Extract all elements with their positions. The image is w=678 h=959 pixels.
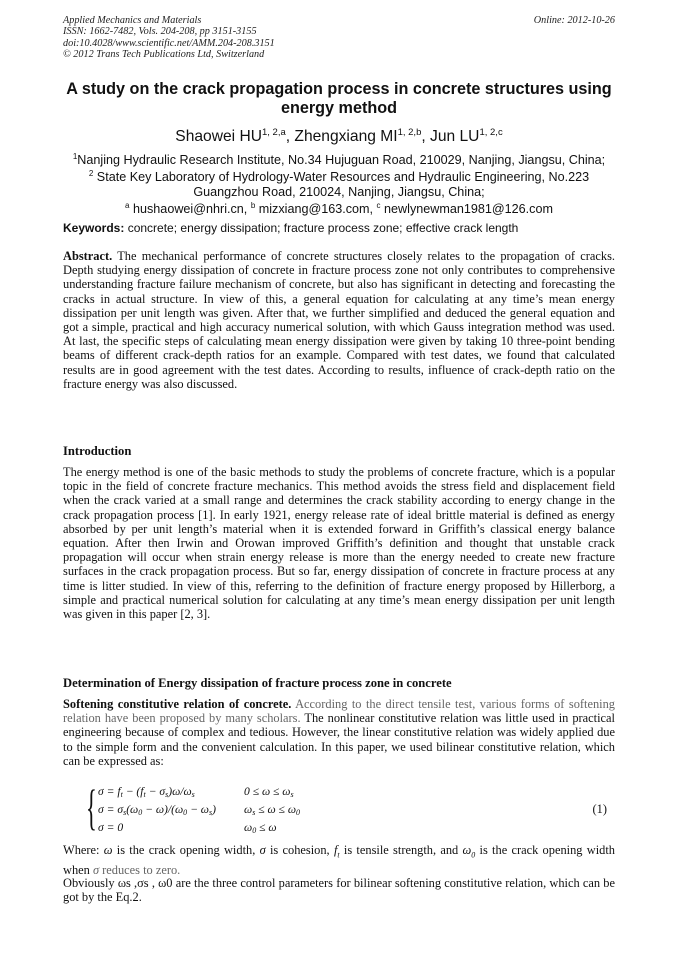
equation-row-3: σ = 0 xyxy=(98,821,124,834)
symbol-sub: 0 xyxy=(471,850,476,860)
email-link[interactable]: hushaowei@nhri.cn, xyxy=(133,202,248,217)
equation-1 xyxy=(86,779,615,836)
equation-row-2: $\sigma = \sigma_s(\omega_0 - \omega)/(\omega_0 - \omega_s)$ xyxy=(98,803,216,817)
where-text: is tensile strength, and xyxy=(339,843,463,857)
journal-name: Applied Mechanics and Materials xyxy=(63,15,202,26)
abstract-label: Abstract. xyxy=(63,249,113,263)
equation-number: (1) xyxy=(592,802,607,816)
section-paragraph xyxy=(63,697,615,768)
subsection-label: Softening constitutive relation of concrete. xyxy=(63,697,292,711)
subsection-gray-text: According to the direct tensile test, various forms of softening relation have been proposed by many scholars. xyxy=(63,697,615,726)
author-sup: 1, 2,c xyxy=(479,127,503,138)
author-name: Jun LU xyxy=(430,128,480,145)
keywords-label: Keywords: xyxy=(63,221,125,235)
equation-cond-3: $\omega_0 \le \omega$ xyxy=(244,821,277,835)
equation-row-1: $\sigma = f_t - (f_t - \sigma_s)\omega/\omega_s$ xyxy=(98,785,195,799)
affiliation-1 xyxy=(40,150,638,167)
title-line-2: energy method xyxy=(280,99,398,117)
left-brace: { xyxy=(86,779,97,835)
email-link[interactable]: newlynewman1981@126.com xyxy=(384,202,553,217)
email-sup: b xyxy=(250,201,256,211)
affil-text: Nanjing Hydraulic Research Institute, No.34 Hujuguan Road, 210029, Nanjing, Jiangsu, China; xyxy=(77,153,606,167)
symbol-sigma: σ xyxy=(259,843,266,857)
symbol-w: ω xyxy=(462,843,472,857)
issn-line: ISSN: 1662-7482, Vols. 204-208, pp 3151-3155 xyxy=(63,26,257,38)
intro-text: The energy method is one of the basic methods to study the problems of concrete fracture, which is a popular topic in the field of concrete fracture mechanics. This method avoids the stress field and displacement field when the crack varied at a small range and determines the crack stability according to energy change in the crack propagation process [1]. In early 1921, energy release rate of ideal brittle material is defined as energy absorbed by per unit length’s material when it is extended forward in Griffith’s classical energy balance equation. After then Irwin and Orowan improved Griffith’s definition and thought that unstable crack propagation will occur when strain energy release is more than the energy needed to create new fracture surfaces in the crack propagation process. But so far, energy dissipation of concrete in fracture process at any time is litter studied. In view of this, referring to the definition of fracture energy proposed by Hillerborg, a simple and practical numerical solution for calculating at any time’s mean energy dissipation per unit length was given in this paper [2, 3]. xyxy=(63,465,615,622)
keywords-text: concrete; energy dissipation; fracture process zone; effective crack length xyxy=(127,221,519,235)
journal-header xyxy=(63,15,615,61)
intro-heading: Introduction xyxy=(63,444,132,458)
paper-title xyxy=(40,80,638,118)
symbol-omega: ω xyxy=(103,843,113,857)
affiliation-2-cont: Guangzhou Road, 210024, Nanjing, Jiangsu, China; xyxy=(193,184,485,199)
where-text: Where: xyxy=(63,843,104,857)
email-sup: a xyxy=(125,201,130,211)
where-paragraph xyxy=(63,843,615,877)
affiliation-2 xyxy=(40,167,638,184)
section-heading: Determination of Energy dissipation of fracture process zone in concrete xyxy=(63,676,452,690)
keywords xyxy=(63,221,615,235)
affil-sup: 1 xyxy=(72,152,78,161)
email-sup: c xyxy=(376,201,381,211)
equation-cond-2: $\omega_s \le \omega \le \omega_0$ xyxy=(244,803,301,817)
affil-text: State Key Laboratory of Hydrology-Water Resources and Hydraulic Engineering, No.223 xyxy=(96,170,590,185)
symbol-sigma: σ xyxy=(92,862,100,877)
abstract xyxy=(63,249,615,391)
author-sup: 1, 2,a xyxy=(261,127,286,138)
doi-line: doi:10.4028/www.scientific.net/AMM.204-208.3151 xyxy=(63,37,275,49)
copyright-line: © 2012 Trans Tech Publications Ltd, Switzerland xyxy=(63,49,265,61)
affiliations xyxy=(40,150,638,217)
obviously-paragraph: Obviously ωs ,σs , ω0 are the three control parameters for bilinear softening constitutive relation, which can be got by the Eq.2. xyxy=(63,876,615,905)
equation-cond-1: $0 \le \omega \le \omega_s$ xyxy=(244,785,294,799)
symbol-sub: t xyxy=(337,850,340,860)
affil-sup: 2 xyxy=(88,169,94,179)
where-text: is cohesion, xyxy=(265,843,334,857)
where-text: is the crack opening width, xyxy=(112,843,260,857)
online-date: Online: 2012-10-26 xyxy=(533,15,615,26)
symbol-omega0 xyxy=(462,843,476,860)
where-text: reduces to zero. xyxy=(99,862,181,877)
author-name: Zhengxiang MI xyxy=(294,128,398,145)
subsection-text: The nonlinear constitutive relation was little used in practical engineering because of complex and tedious. However, the linear constitutive relation was widely applied due to the simple form and the convenient calculation. In this paper, we used bilinear constitutive relation, which can be expressed as: xyxy=(63,711,615,768)
author-sup: 1, 2,b xyxy=(397,127,422,138)
title-line-1: A study on the crack propagation process in concrete structures using xyxy=(66,80,612,98)
abstract-text: The mechanical performance of concrete structures closely relates to the propagation of cracks. Depth studying energy dissipation of concrete in fracture process zone not only contributes to comprehensive understanding fracture failure mechanism of concrete, but also has significant in detecting and forecasting the cracks in actual structure. In view of this, a general equation for calculating at any time’s mean energy dissipation per unit length was given. After that, we further simplified and deduced the general equation and got a simple, practical and high accuracy numerical solution, with which Gauss integration method was used. At last, the specific steps of calculating mean energy dissipation were given by taking 10 three-point bending beams of different crack-depth ratios for an example. Compared with test dates, we found that calculated results are in good agreement with the test dates. According to results, influence of crack-depth ratio on the fracture energy was also discussed. xyxy=(63,249,615,391)
email-link[interactable]: mizxiang@163.com, xyxy=(258,202,374,217)
where-text: is the crack opening width when xyxy=(63,843,615,877)
author-list: Shaowei HU$^{1, 2,a}$, Zhengxiang MI$^{1, 2,b}$, Jun LU$^{1, 2,c}$ xyxy=(175,127,503,145)
author-name: Shaowei HU xyxy=(175,128,262,145)
symbol-f: f xyxy=(333,843,338,857)
email-line xyxy=(40,199,638,216)
